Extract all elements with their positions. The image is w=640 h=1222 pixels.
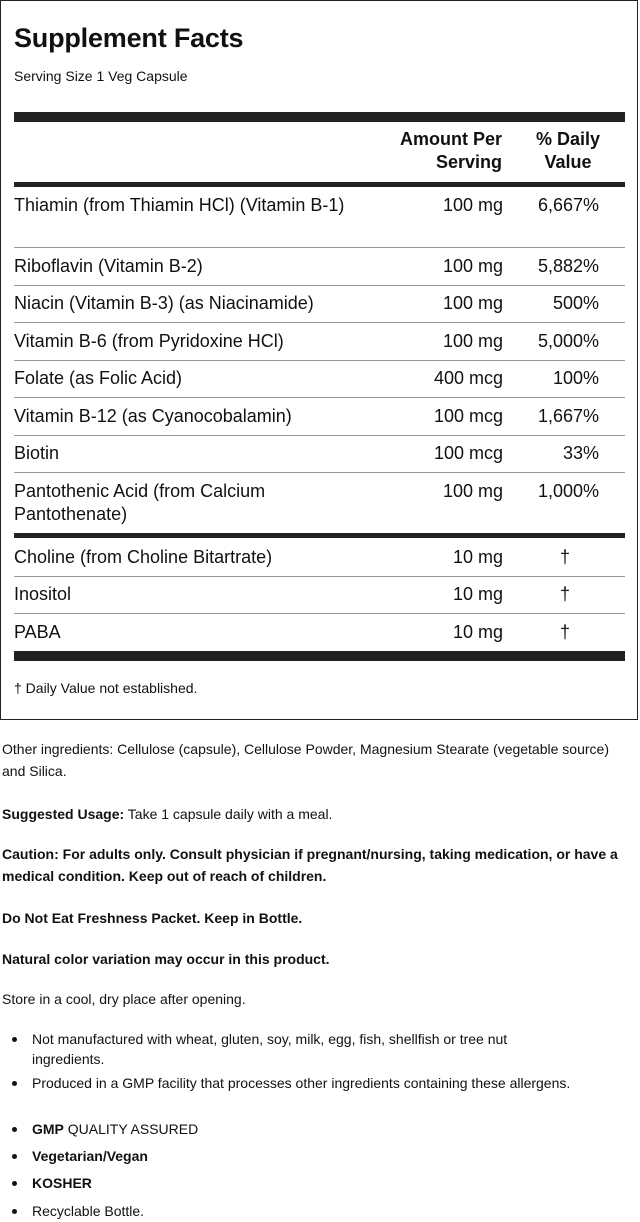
medium-divider	[14, 182, 625, 187]
nutrient-daily-value: 100%	[552, 368, 599, 388]
amount-header	[400, 128, 502, 174]
suggested-usage	[2, 803, 632, 825]
caution-text: Caution: For adults only. Consult physician if pregnant/nursing, taking medication, or have a medical condition. Keep out of reach of children.	[2, 846, 618, 884]
nutrient-amount: 100 mg	[442, 256, 503, 276]
nutrient-daily-value: 5,000%	[537, 331, 599, 351]
nutrient-daily-value: †	[559, 547, 570, 567]
row-divider	[14, 397, 625, 398]
nutrient-name: PABA	[14, 622, 61, 642]
nutrient-name: Niacin (Vitamin B-3) (as Niacinamide)	[14, 293, 314, 313]
nutrient-daily-value: 1,000%	[537, 481, 599, 501]
row-divider	[14, 472, 625, 473]
nutrient-name: Biotin	[14, 443, 60, 463]
medium-divider	[14, 533, 625, 538]
row-divider	[14, 613, 625, 614]
table-row	[14, 480, 625, 526]
nutrient-amount: 100 mcg	[433, 406, 503, 426]
usage-text: Take 1 capsule daily with a meal.	[124, 806, 333, 822]
dv-header-line1: % Daily	[535, 129, 600, 149]
serving-size: Serving Size 1 Veg Capsule	[14, 68, 188, 84]
nutrient-name: Inositol	[14, 584, 72, 604]
nutrient-name: Vitamin B-6 (from Pyridoxine HCl)	[14, 331, 284, 351]
nutrient-name: Folate (as Folic Acid)	[14, 368, 183, 388]
nutrient-daily-value: 33%	[562, 443, 599, 463]
color-variation-note: Natural color variation may occur in this product.	[2, 951, 330, 967]
list-item: Not manufactured with wheat, gluten, soy, milk, egg, fish, shellfish or tree nut ingredients.	[32, 1029, 577, 1069]
list-item	[32, 1119, 577, 1139]
daily-value-footnote: † Daily Value not established.	[14, 680, 198, 696]
freshness-warning: Do Not Eat Freshness Packet. Keep in Bottle.	[2, 910, 303, 926]
amount-header-line1: Amount Per	[399, 129, 502, 149]
thick-divider	[14, 651, 625, 661]
gmp-rest: QUALITY ASSURED	[63, 1121, 199, 1137]
nutrient-amount: 100 mg	[442, 293, 503, 313]
nutrient-amount: 100 mg	[442, 331, 503, 351]
row-divider	[14, 322, 625, 323]
table-row	[14, 194, 625, 240]
row-divider	[14, 247, 625, 248]
storage-instructions: Store in a cool, dry place after opening.	[2, 991, 246, 1007]
nutrient-name: Choline (from Choline Bitartrate)	[14, 547, 273, 567]
list-item: Recyclable Bottle.	[32, 1201, 577, 1221]
row-divider	[14, 285, 625, 286]
nutrient-amount: 100 mg	[442, 481, 503, 501]
nutrient-amount: 100 mcg	[433, 443, 503, 463]
nutrient-daily-value: 500%	[552, 293, 599, 313]
nutrient-amount: 10 mg	[452, 547, 503, 567]
facts-title: Supplement Facts	[14, 23, 244, 53]
other-ingredients: Other ingredients: Cellulose (capsule), Cellulose Powder, Magnesium Stearate (vegetable source) and Silica.	[2, 741, 609, 779]
nutrient-amount: 10 mg	[452, 584, 503, 604]
nutrient-daily-value: †	[559, 584, 570, 604]
nutrient-amount: 400 mcg	[433, 368, 503, 388]
nutrient-name: Vitamin B-12 (as Cyanocobalamin)	[14, 406, 292, 426]
list-item: KOSHER	[32, 1173, 577, 1193]
dv-header-line2: Value	[544, 152, 592, 172]
nutrient-amount: 10 mg	[452, 622, 503, 642]
nutrient-name: Thiamin (from Thiamin HCl) (Vitamin B-1)	[14, 195, 345, 215]
nutrient-daily-value: 5,882%	[537, 256, 599, 276]
nutrient-name: Riboflavin (Vitamin B-2)	[14, 256, 203, 276]
row-divider	[14, 435, 625, 436]
nutrient-amount: 100 mg	[442, 195, 503, 215]
nutrient-daily-value: 1,667%	[537, 406, 599, 426]
row-divider	[14, 576, 625, 577]
daily-value-header	[536, 128, 600, 174]
thick-divider	[14, 112, 625, 122]
row-divider	[14, 360, 625, 361]
nutrient-name: Pantothenic Acid (from Calcium Pantothenate)	[14, 481, 266, 524]
nutrient-daily-value: †	[559, 622, 570, 642]
amount-header-line2: Serving	[435, 152, 502, 172]
list-item: Produced in a GMP facility that processes other ingredients containing these allergens.	[32, 1073, 577, 1093]
nutrient-daily-value: 6,667%	[537, 195, 599, 215]
list-item: Vegetarian/Vegan	[32, 1146, 577, 1166]
usage-label: Suggested Usage:	[2, 806, 125, 822]
gmp-label: GMP	[32, 1121, 64, 1137]
